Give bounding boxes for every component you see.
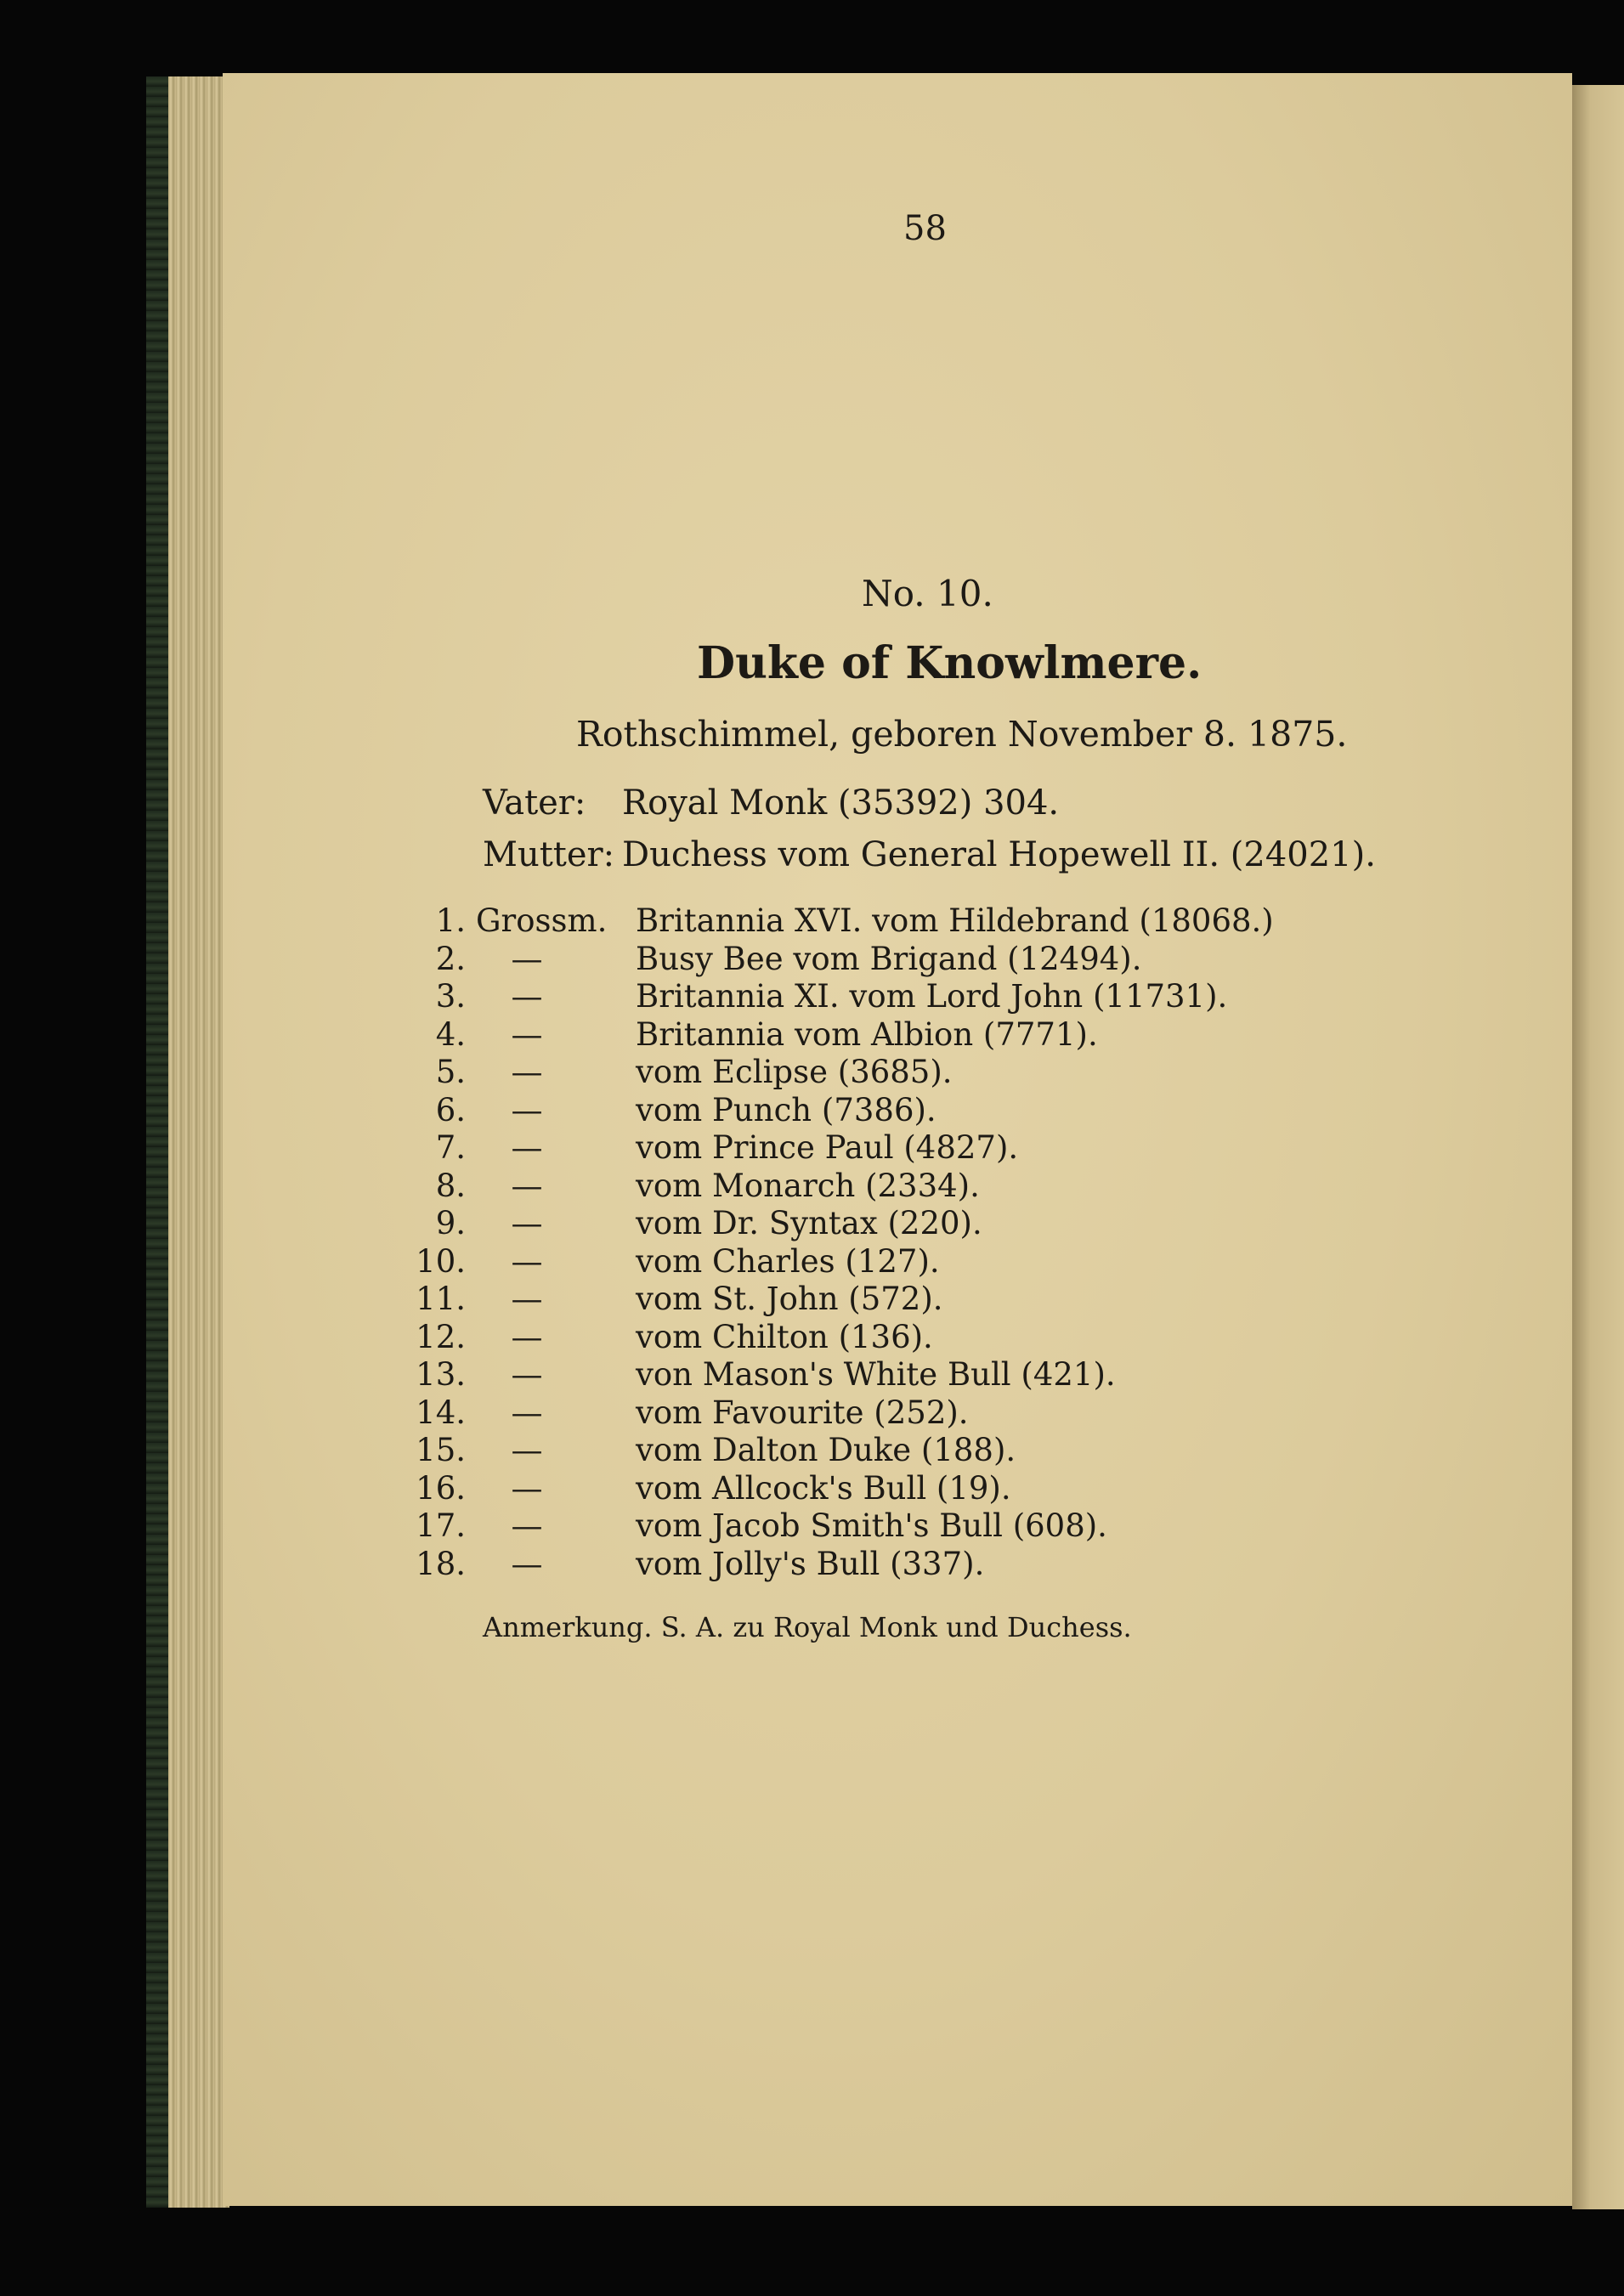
ancestor-text: vom Chilton (136). xyxy=(636,1318,933,1355)
ancestor-generation: — xyxy=(511,1054,543,1090)
ancestor-number: 16. xyxy=(416,1469,466,1507)
ancestor-text: vom Charles (127). xyxy=(636,1242,940,1280)
ancestor-number: 12. xyxy=(416,1318,466,1355)
ancestor-number: 6. xyxy=(435,1091,466,1128)
ancestor-generation: Grossm. xyxy=(476,902,608,939)
ancestor-generation: — xyxy=(511,1129,543,1166)
ancestor-generation: — xyxy=(511,1167,543,1204)
ancestor-number: 8. xyxy=(435,1167,466,1204)
ancestor-number: 13. xyxy=(416,1356,466,1393)
ancestor-text: vom Eclipse (3685). xyxy=(636,1054,953,1090)
page-number: 58 xyxy=(903,209,947,248)
page-edges xyxy=(168,76,229,2208)
ancestor-text: vom Allcock's Bull (19). xyxy=(636,1469,1011,1507)
ancestor-number: 14. xyxy=(416,1394,466,1431)
ancestor-text: vom Dr. Syntax (220). xyxy=(636,1205,982,1241)
ancestor-text: vom Punch (7386). xyxy=(636,1091,936,1128)
ancestor-generation: — xyxy=(511,1545,543,1582)
footnote: Anmerkung. S. A. zu Royal Monk und Duchess. xyxy=(483,1611,1132,1643)
ancestor-number: 17. xyxy=(416,1507,466,1544)
ancestor-text: Britannia XVI. vom Hildebrand (18068.) xyxy=(636,902,1274,939)
dam-value: Duchess vom General Hopewell II. (24021). xyxy=(622,835,1376,874)
ancestor-number: 5. xyxy=(435,1054,466,1090)
ancestor-number: 11. xyxy=(416,1281,466,1317)
adjacent-page-edge xyxy=(1572,85,1624,2209)
ancestor-number: 7. xyxy=(435,1129,466,1166)
ancestor-number: 9. xyxy=(435,1205,466,1241)
ancestor-generation: — xyxy=(511,1432,543,1468)
ancestor-text: vom St. John (572). xyxy=(636,1281,943,1317)
ancestor-text: Busy Bee vom Brigand (12494). xyxy=(636,940,1142,977)
ancestor-number: 15. xyxy=(416,1432,466,1468)
ancestor-text: Britannia vom Albion (7771). xyxy=(636,1015,1098,1053)
ancestor-number: 18. xyxy=(416,1545,466,1582)
animal-name-heading: Duke of Knowlmere. xyxy=(697,637,1202,689)
ancestor-generation: — xyxy=(511,1015,543,1053)
ancestor-generation: — xyxy=(511,1469,543,1507)
ancestor-generation: — xyxy=(511,1356,543,1393)
ancestor-text: vom Monarch (2334). xyxy=(636,1167,980,1204)
ancestor-number: 1. xyxy=(435,902,466,939)
ancestor-number: 4. xyxy=(435,1015,466,1053)
ancestor-generation: — xyxy=(511,940,543,977)
entry-number: No. 10. xyxy=(862,573,993,614)
ancestor-text: vom Prince Paul (4827). xyxy=(636,1129,1019,1166)
ancestor-generation: — xyxy=(511,1318,543,1355)
ancestor-generation: — xyxy=(511,978,543,1015)
ancestor-generation: — xyxy=(511,1205,543,1241)
ancestor-number: 10. xyxy=(416,1242,466,1280)
ancestor-number: 3. xyxy=(435,978,466,1015)
ancestor-generation: — xyxy=(511,1091,543,1128)
ancestor-generation: — xyxy=(511,1394,543,1431)
ancestor-text: vom Jacob Smith's Bull (608). xyxy=(636,1507,1107,1544)
ancestor-text: vom Jolly's Bull (337). xyxy=(636,1545,985,1582)
ancestor-text: von Mason's White Bull (421). xyxy=(636,1356,1116,1393)
ancestor-number: 2. xyxy=(435,940,466,977)
sire-value: Royal Monk (35392) 304. xyxy=(622,783,1060,823)
ancestor-text: Britannia XI. vom Lord John (11731). xyxy=(636,978,1228,1015)
ancestor-generation: — xyxy=(511,1281,543,1317)
ancestor-text: vom Dalton Duke (188). xyxy=(636,1432,1016,1468)
ancestor-generation: — xyxy=(511,1507,543,1544)
sire-label: Vater: xyxy=(483,783,586,823)
dam-label: Mutter: xyxy=(483,835,615,874)
animal-description: Rothschimmel, geboren November 8. 1875. xyxy=(576,714,1348,755)
ancestor-generation: — xyxy=(511,1242,543,1280)
ancestor-text: vom Favourite (252). xyxy=(636,1394,969,1431)
